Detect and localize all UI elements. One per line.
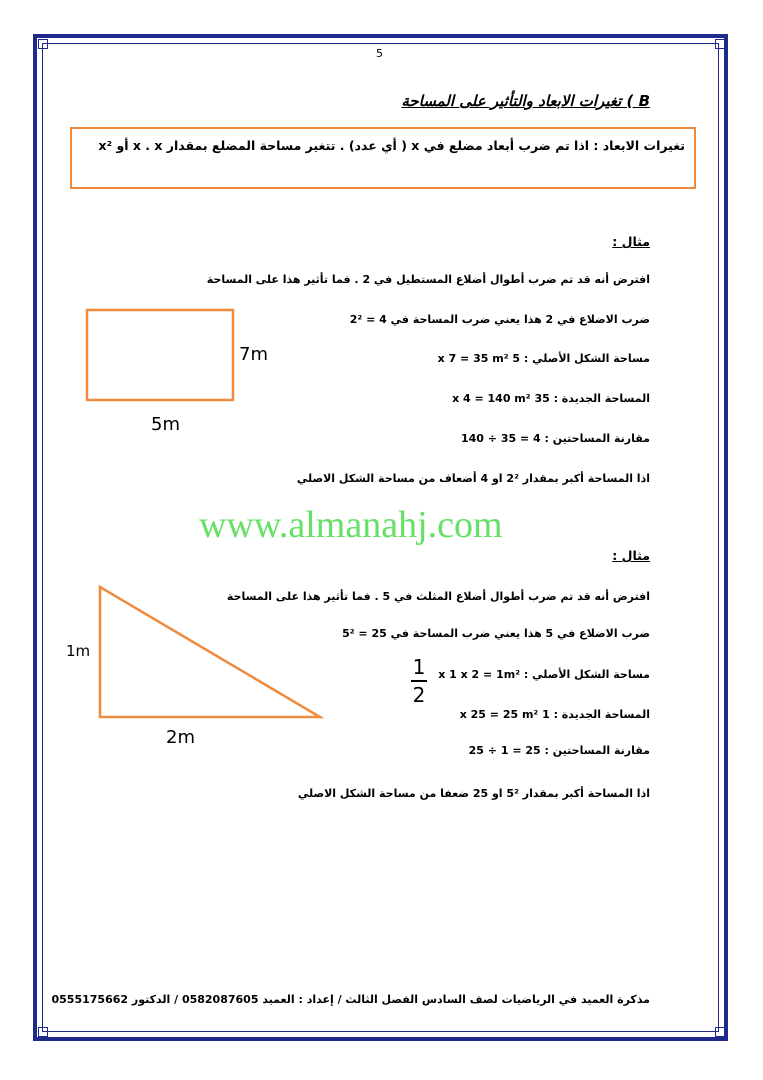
- example2-line1: افترض أنه قد تم ضرب أطوال أضلاع المثلث في 5 . فما تأثير هذا على المساحة: [226, 590, 650, 603]
- definition-box: [70, 127, 696, 189]
- triangle-height-label: 1m: [66, 642, 91, 660]
- triangle-width-label: 2m: [166, 727, 195, 748]
- example1-line4: المساحة الجديدة : 35 x 4 = 140 m²: [452, 392, 650, 405]
- rectangle-shape: [87, 310, 233, 400]
- corner-ornament: [38, 39, 48, 49]
- rectangle-width-label: 5m: [151, 414, 180, 435]
- rectangle-height-label: 7m: [239, 344, 268, 365]
- example1-line3: مساحة الشكل الأصلي : 5 x 7 = 35 m²: [437, 352, 650, 365]
- triangle-figure: [95, 582, 330, 727]
- example2-line6: اذا المساحة أكبر بمقدار 5² او 25 ضعفا من مساحة الشكل الاصلي: [297, 787, 650, 800]
- fraction-numerator: 1: [412, 655, 426, 679]
- example2-line5: مقارنة المساحتين : 25 = 1 ÷ 25: [468, 744, 650, 757]
- example1-line2: ضرب الاضلاع في 2 هذا يعني ضرب المساحة في 4 = 2²: [349, 313, 650, 326]
- corner-ornament: [715, 1027, 725, 1037]
- example2-line4: المساحة الجديدة : 1 x 25 = 25 m²: [459, 708, 650, 721]
- page-number: 5: [376, 47, 383, 60]
- example1-line6: اذا المساحة أكبر بمقدار 2² او 4 أضعاف من مساحة الشكل الاصلي: [296, 472, 650, 485]
- fraction-half: [411, 655, 427, 707]
- example2-title: مثال :: [612, 548, 650, 563]
- example2-line2: ضرب الاضلاع في 5 هذا يعني ضرب المساحة في 25 = 5²: [342, 627, 650, 640]
- example1-line5: مقارنة المساحتين : 4 = 35 ÷ 140: [460, 432, 650, 445]
- corner-ornament: [715, 39, 725, 49]
- triangle-shape: [100, 587, 320, 717]
- example2-line3: مساحة الشكل الأصلي : x 1 x 2 = 1m²: [438, 668, 650, 681]
- fraction-denominator: 2: [412, 682, 426, 707]
- watermark: www.almanahj.com: [199, 504, 503, 546]
- definition-text: تغيرات الابعاد : اذا تم ضرب أبعاد مضلع في x ( أي عدد) . تتغير مساحة المضلع بمقدار x . x أو x²: [98, 138, 685, 153]
- corner-ornament: [38, 1027, 48, 1037]
- fraction-bar: [411, 680, 427, 682]
- example1-line1: افترض أنه قد تم ضرب أطوال أضلاع المستطيل في 2 . فما تأثير هذا على المساحة: [206, 273, 650, 286]
- example1-title: مثال :: [612, 234, 650, 249]
- section-title: B ) تغيرات الابعاد والتأثير على المساحة: [401, 92, 650, 110]
- footer-text: مذكرة العميد في الرياضيات لصف السادس الفصل الثالث / إعداد : العميد 0582087605 / الدكتور 0555175662: [51, 993, 650, 1006]
